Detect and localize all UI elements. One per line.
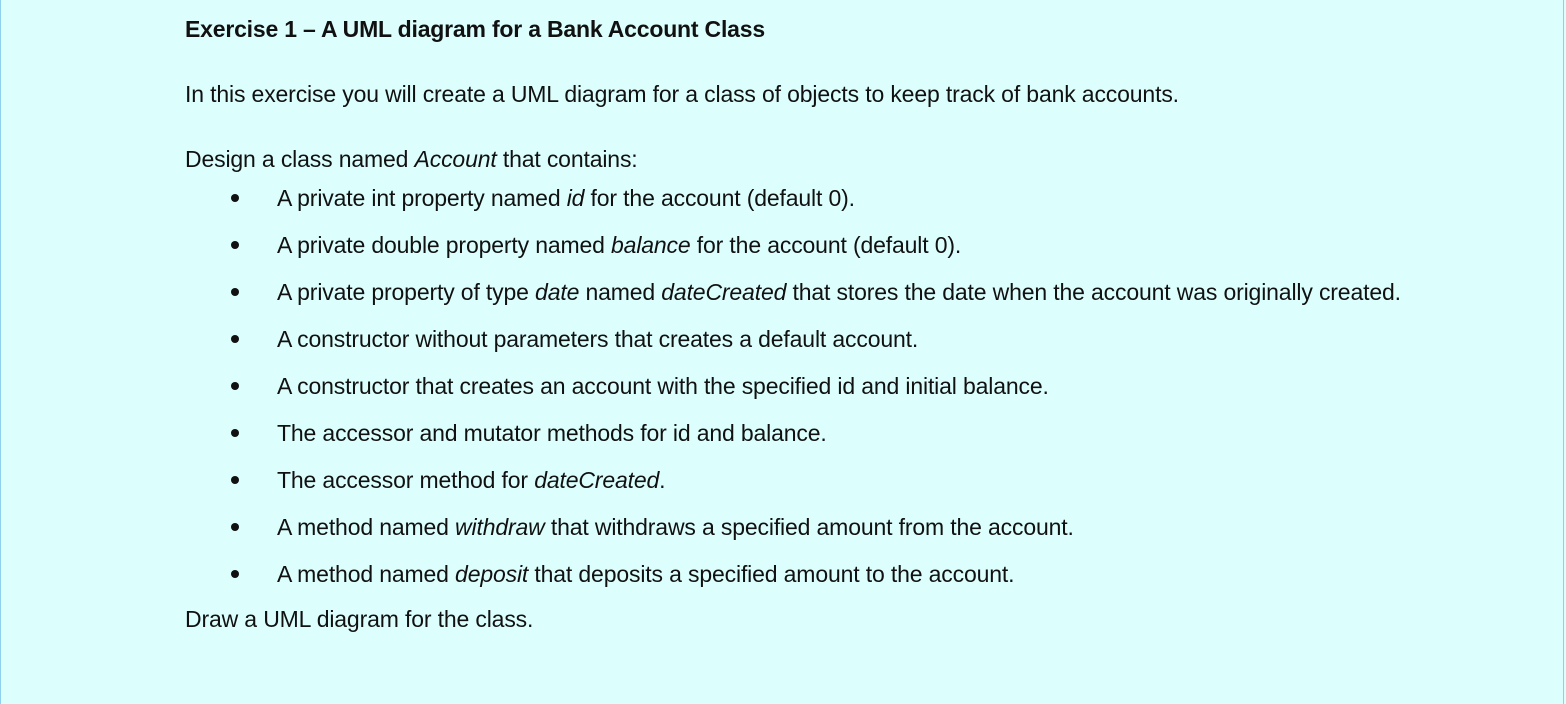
req-emphasis: date — [535, 279, 580, 305]
req-emphasis: balance — [611, 232, 691, 258]
req-emphasis: id — [566, 185, 585, 211]
document-content — [185, 12, 1445, 636]
list-item — [185, 179, 1445, 217]
req-text: that deposits a specified amount to the account. — [528, 561, 1015, 587]
list-item — [185, 367, 1445, 405]
closing-paragraph: Draw a UML diagram for the class. — [185, 606, 534, 632]
req-emphasis: withdraw — [455, 514, 545, 540]
design-text-after: that contains: — [496, 146, 638, 172]
req-text: The accessor method for — [277, 467, 535, 493]
exercise-title: Exercise 1 – A UML diagram for a Bank Account Class — [185, 16, 765, 42]
req-text: A method named — [277, 561, 456, 587]
req-emphasis: dateCreated — [661, 279, 787, 305]
req-text: A private double property named — [277, 232, 612, 258]
bullet-icon — [231, 241, 239, 249]
req-text: A private int property named — [277, 185, 567, 211]
req-emphasis: dateCreated — [534, 467, 660, 493]
req-text: . — [659, 467, 666, 493]
req-text: The accessor and mutator methods for id and balance. — [277, 420, 827, 446]
design-paragraph — [185, 142, 1445, 176]
req-text: for the account (default 0). — [584, 185, 855, 211]
bullet-icon — [231, 194, 239, 202]
req-text: named — [579, 279, 662, 305]
requirements-list — [185, 179, 1445, 593]
list-item — [185, 555, 1445, 593]
list-item — [185, 461, 1445, 499]
list-item — [185, 226, 1445, 264]
list-item — [185, 414, 1445, 452]
list-item — [185, 273, 1445, 311]
bullet-icon — [231, 570, 239, 578]
design-text-before: Design a class named — [185, 146, 415, 172]
bullet-icon — [231, 335, 239, 343]
req-text: A constructor without parameters that creates a default account. — [277, 326, 919, 352]
bullet-icon — [231, 523, 239, 531]
class-name: Account — [414, 146, 497, 172]
bullet-icon — [231, 429, 239, 437]
req-text: A private property of type — [277, 279, 536, 305]
req-text: A constructor that creates an account with the specified id and initial balance. — [277, 373, 1049, 399]
list-item — [185, 320, 1445, 358]
req-text: that stores the date when the account was originally created. — [786, 279, 1401, 305]
req-text: that withdraws a specified amount from the account. — [544, 514, 1074, 540]
list-item — [185, 508, 1445, 546]
req-emphasis: deposit — [455, 561, 529, 587]
req-text: for the account (default 0). — [690, 232, 962, 258]
bullet-icon — [231, 382, 239, 390]
req-text: A method named — [277, 514, 456, 540]
intro-paragraph: In this exercise you will create a UML diagram for a class of objects to keep track of bank accounts. — [185, 81, 1179, 107]
bullet-icon — [231, 476, 239, 484]
bullet-icon — [231, 288, 239, 296]
